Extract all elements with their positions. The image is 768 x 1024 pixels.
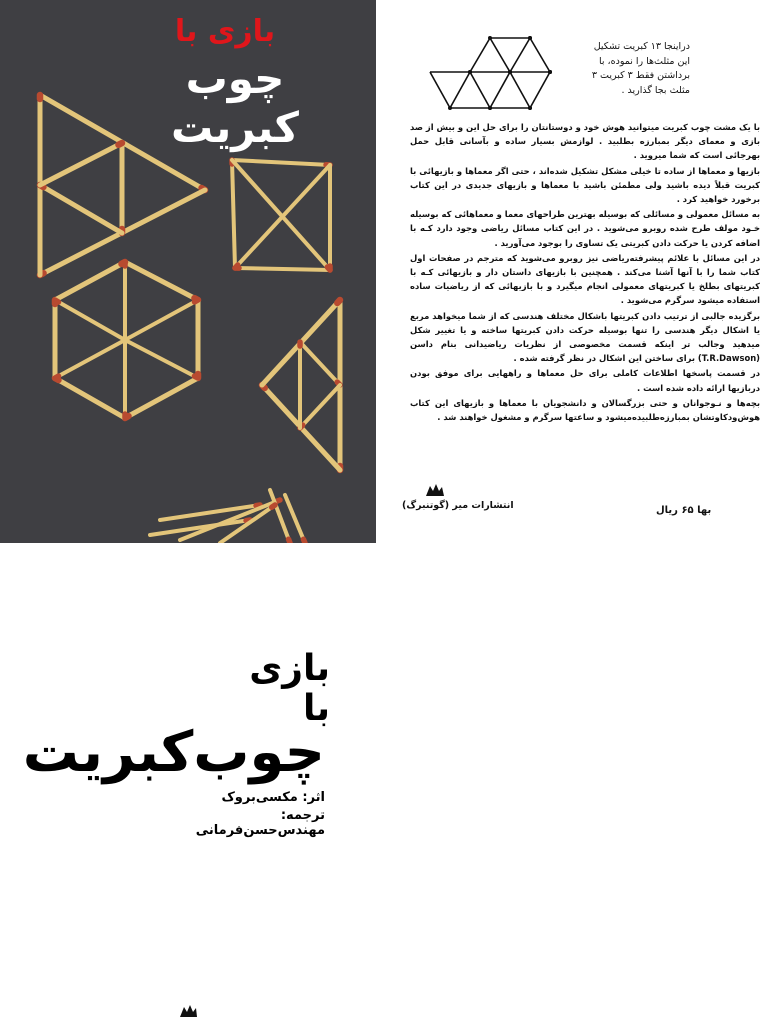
matchstick	[55, 262, 125, 300]
intro-line: دراینجا ۱۳ کبریت تشکیل	[593, 41, 690, 52]
puzzle-matchstick	[430, 70, 472, 74]
intro-line: این مثلث‌ها را نموده، با	[598, 55, 690, 67]
back-description	[410, 120, 760, 425]
publisher-logo-icon	[178, 1003, 198, 1019]
price: بها ۶۵ ریال	[656, 505, 712, 516]
publisher: انتشارات میر (گوتنبرگ)	[402, 500, 514, 511]
matchstick	[125, 300, 198, 340]
intro-line: مثلث بجا گذارید .	[621, 84, 690, 96]
translator: ترجمه: مهندس‌حسن‌فرمانی	[195, 808, 325, 838]
paragraph: به مسائل معمولی و مسائلی که بوسیله بهترین طراحهای معما و معماهائی که بوسیله خـود مولف طرح شده روبرو می‌شوید . در این کتاب مسائل ریاضی وجود دارد کـه با اضافه کردن یا حرکت دادن کبریتی یک تساوی را بوجود می‌آورید .	[410, 209, 760, 248]
puzzle-matchstick	[530, 70, 552, 108]
title-page-line2: با	[302, 688, 330, 729]
puzzle-matchstick	[490, 70, 512, 108]
paragraph: بچه‌ها و نـوجوانان و حتی بزرگسالان و دانشجویان با معماها و بازیهای این کتاب هوش‌ودکاوتشان بمبارزه‌طلبیده‌میشود و ساعتها سرگرم و مشغول خواهند شد .	[410, 397, 760, 423]
puzzle-matchstick	[430, 72, 452, 110]
intro-line: برداشتن فقط ۳ کبریت ۳	[591, 70, 690, 81]
matchstick	[55, 378, 125, 418]
paragraph: در این مسائل با علائم پیشرفته‌ریاضی نیز روبرو می‌شوید که مترجم در صفحات اول کتاب شما را با آنها آشنا می‌کند . همچنین با بازیهای داستان دار و بازیهائی کـه با کبریتهای بطلخ یا کبریتهای معمولی انجام میگیرد و با بازیهائی که از ریاضیات ساده استفاده میشود سرگرم می‌شوید .	[410, 252, 760, 306]
matchstick	[55, 300, 125, 340]
puzzle-matchstick	[530, 38, 552, 74]
matchstick	[125, 262, 198, 300]
front-cover	[0, 0, 376, 543]
paragraph: بازیها و معماها از ساده تا خیلی مشکل تشکیل شده‌اند ، حتی اگر معماها و بازیهائی با کبریت قبلاً دیده باشید ولی مطمئن باشید با معماها و بازیهای جدیدی در این کتاب برخورد خواهید کرد .	[410, 165, 760, 205]
matchstick	[40, 143, 122, 185]
puzzle-matchstick	[490, 36, 532, 40]
author: اثر: مکسی‌بروک	[221, 790, 325, 805]
puzzle-matchstick	[470, 36, 492, 72]
puzzle-matchstick	[510, 70, 552, 74]
paragraph: در قسمت پاسخها اطلاعات کاملی برای حل معماها و راههایی برای موفق بودن دربازیها ارائه داده شده است .	[410, 368, 760, 393]
matchstick	[55, 340, 125, 378]
publisher-logo-icon	[424, 482, 446, 498]
puzzle-matchstick	[490, 38, 512, 74]
title-page-line1: بازی	[249, 648, 330, 689]
puzzle-matchstick	[490, 106, 532, 110]
matchstick	[300, 385, 340, 428]
matchstick	[235, 268, 330, 270]
puzzle-matchstick	[450, 70, 472, 108]
paragraph: با یک مشت چوب کبریت میتوانید هوش خود و دوستانتان را برای حل این و بیش از صد بازی و معمای دیگر بمبارزه بطلبید . لوازمش بسیار ساده و بآسانی قابل حمل بهرجائی است که شما میروید .	[410, 122, 760, 161]
matchstick	[40, 185, 122, 233]
paragraph: برگزیده‌ جالبی از ترتیب دادن کبریتها باشکال مختلف هندسی که از شما میخواهد مربع یا اشکال دیگر هندسی را تنها بوسیله حرکت دادن کبریتها ساخته و یا تغییر شکل میدهید وجالب تر اینکه قسمت مخصوصی از نظریات ریاضیدانی بنام داسن (T.R.Dawson) برای ساختن این اشکال در نظر گرفته شده .	[410, 310, 760, 364]
puzzle-matchstick	[510, 36, 532, 72]
title-page-line3: چوب‌کبریت	[22, 720, 325, 785]
puzzle-matchstick	[510, 72, 532, 110]
cover-title-red: بازی با	[174, 14, 276, 49]
puzzle-matchstick	[450, 106, 492, 110]
puzzle-matchstick	[470, 72, 492, 110]
puzzle-matchstick	[470, 70, 512, 74]
matchstick	[125, 378, 198, 418]
matchstick	[125, 340, 198, 378]
matchstick	[300, 342, 340, 385]
cover-title-white: چوب کبریت	[171, 54, 299, 152]
back-intro	[590, 40, 690, 98]
matchstick	[232, 160, 235, 268]
matchstick	[232, 160, 330, 165]
